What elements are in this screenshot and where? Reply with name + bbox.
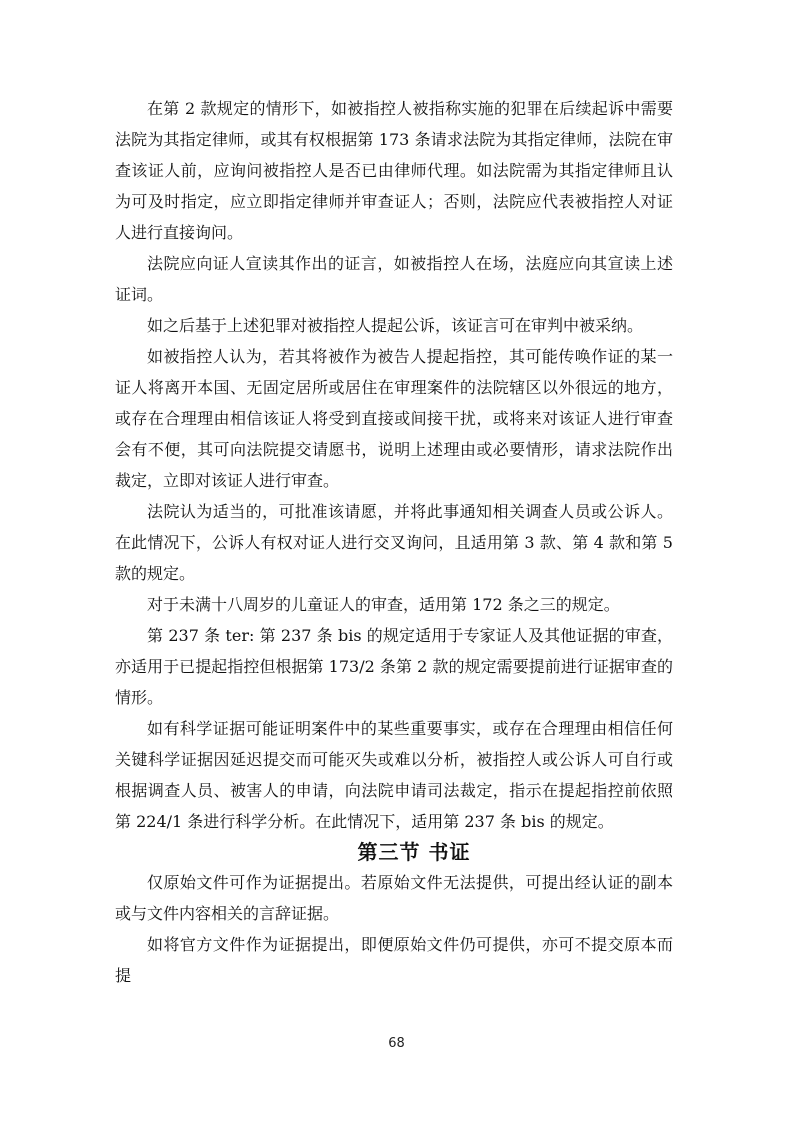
page-number: 68 xyxy=(388,1036,405,1051)
paragraph: 如之后基于上述犯罪对被指控人提起公诉，该证言可在审判中被采纳。 xyxy=(147,316,644,335)
paragraph: 如将官方文件作为证据提出，即便原始文件仍可提供，亦可不提交原本而提 xyxy=(115,935,673,985)
paragraph: 如有科学证据可能证明案件中的某些重要事实，或存在合理理由相信任何关键科学证据因延迟提交而可能灭失或难以分析，被指控人或公诉人可自行或根据调查人员、被害人的申请，向法院申请司法裁定，指示在提起指控前依照第 224/1 条进行科学分析。在此情况下，适用第 237 条 bis 的规定。 xyxy=(115,719,673,831)
paragraph: 对于未满十八周岁的儿童证人的审查，适用第 172 条之三的规定。 xyxy=(147,595,620,614)
paragraph: 第 237 条 ter: 第 237 条 bis 的规定适用于专家证人及其他证据的审查，亦适用于已提起指控但根据第 173/2 条第 2 款的规定需要提前进行证据审查的情形。 xyxy=(115,626,673,707)
paragraph: 法院应向证人宣读其作出的证言，如被指控人在场，法庭应向其宣读上述证词。 xyxy=(115,254,673,304)
document-body xyxy=(115,93,673,991)
paragraph: 仅原始文件可作为证据提出。若原始文件无法提供，可提出经认证的副本或与文件内容相关的言辞证据。 xyxy=(115,873,673,923)
paragraph: 如被指控人认为，若其将被作为被告人提起指控，其可能传唤作证的某一证人将离开本国、无固定居所或居住在审理案件的法院辖区以外很远的地方，或存在合理理由相信该证人将受到直接或间接干扰，或将来对该证人进行审查会有不便，其可向法院提交请愿书，说明上述理由或必要情形，请求法院作出裁定，立即对该证人进行审查。 xyxy=(115,347,673,490)
paragraph: 在第 2 款规定的情形下，如被指控人被指称实施的犯罪在后续起诉中需要法院为其指定律师，或其有权根据第 173 条请求法院为其指定律师，法院在审查该证人前，应询问被指控人是否已由律师代理。如法院需为其指定律师且认为可及时指定，应立即指定律师并审查证人；否则，法院应代表被指控人对证人进行直接询问。 xyxy=(115,99,673,242)
paragraph: 法院认为适当的，可批准该请愿，并将此事通知相关调查人员或公诉人。在此情况下，公诉人有权对证人进行交叉询问，且适用第 3 款、第 4 款和第 5 款的规定。 xyxy=(115,502,673,583)
section-heading: 第三节 书证 xyxy=(357,840,471,864)
